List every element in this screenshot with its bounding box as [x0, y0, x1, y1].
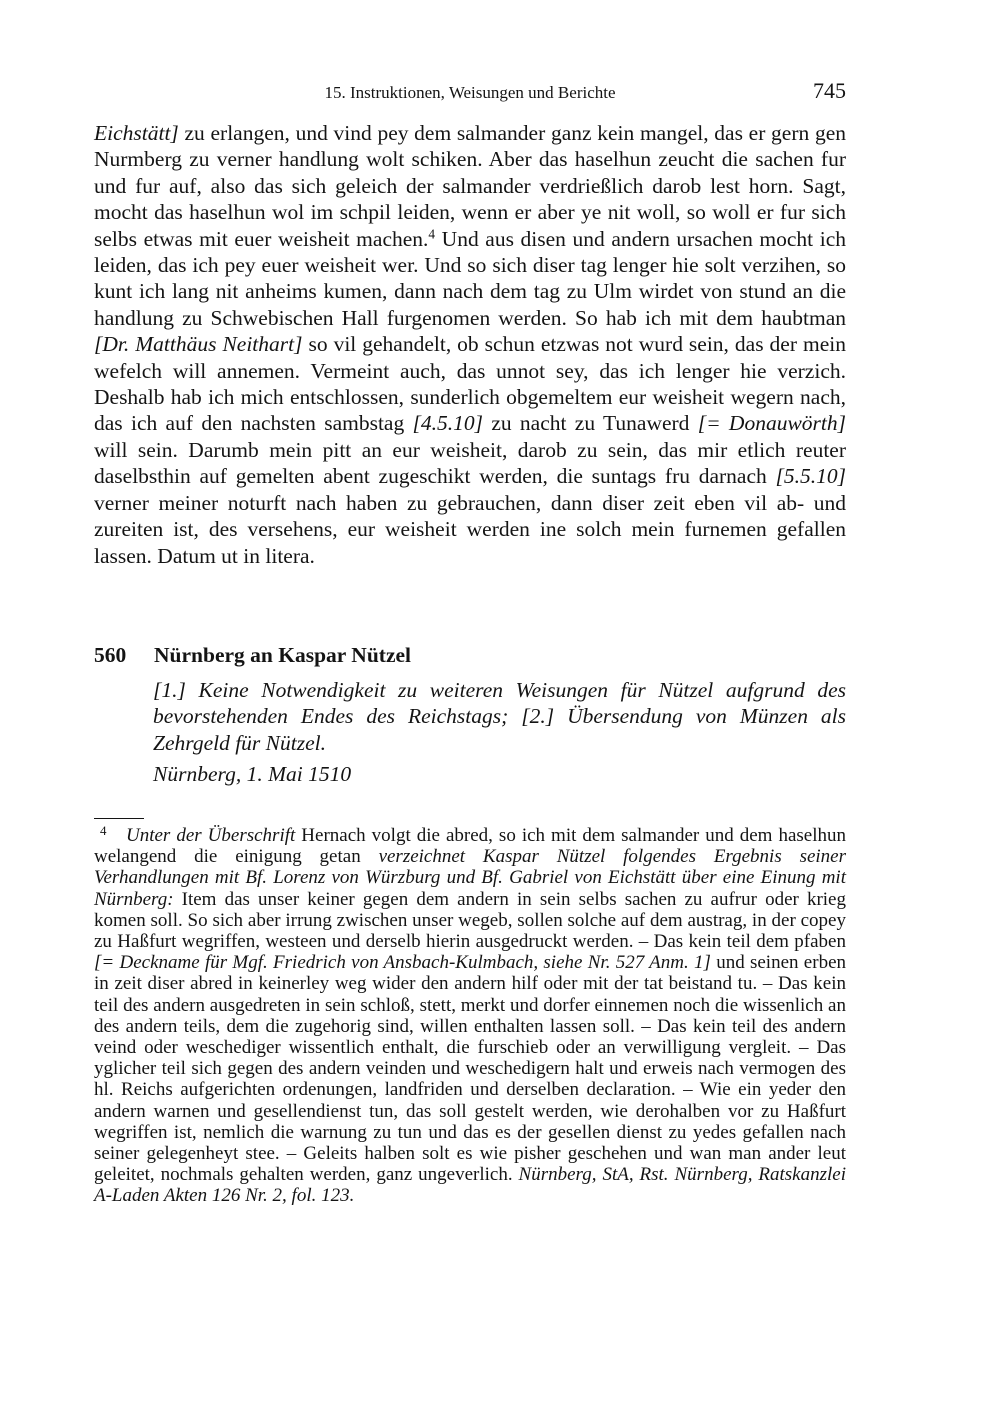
letter-text: will sein. Darumb mein pitt an eur weisheit, darob zu sein, das mir etlich reuter daselbsthin auf gemelten abent zugeschikt werden, die suntags fru darnach — [94, 437, 846, 489]
letter-text: zu nacht zu Tunawerd — [483, 411, 698, 436]
archival-source: Nürnberg, StA, Rst. Nürnberg, Ratskanzlei A-Laden Akten 126 Nr. 2, fol. 123. — [94, 1164, 847, 1207]
page-number: 745 — [813, 78, 846, 103]
footnote-text: Item das unser keiner gegen dem andern in sein selbs sachen zu aufrur oder krieg komen soll. So sich aber irrung zwischen unser wegeb, sollen solche auf dem austrag, in der copey zu Haßfurt wegriffen, westeen und derselb hierin ausgedruckt werden. – Das kein teil dem pfaben — [94, 888, 846, 953]
footnote-reference: 4 — [428, 226, 436, 242]
editorial-italic: Eichstätt] — [94, 121, 179, 145]
letter-body-text — [94, 120, 846, 569]
editorial-italic: verzeichnet Kaspar Nützel folgendes Ergebnis seiner Verhandlungen mit Bf. Lorenz von Würzburg und Bf. Gabriel von Eichstätt über eine Einung mit Nürnberg: — [94, 846, 846, 910]
letter-text: verner meiner noturft nach haben zu gebrauchen, dann diser zeit eben vil ab- und zureiten ist, des versehens, eur weisheit werden ine solch mein furnemen gefallen lassen. Datum ut in litera. — [94, 490, 846, 568]
editorial-italic: Unter der Überschrift — [126, 825, 296, 846]
document-regest: [1.] Keine Notwendigkeit zu weiteren Weisungen für Nützel aufgrund des bevorstehenden Endes des Reichstags; [2.] Übersendung von Münzen als Zehrgeld für Nützel. — [153, 678, 846, 755]
editorial-italic: [= Deckname für Mgf. Friedrich von Ansbach-Kulmbach, siehe Nr. 527 Anm. 1] — [94, 952, 711, 974]
letter-text: Und aus disen und andern ursachen mocht ich leiden, das ich pey euer weisheit wer. Und so sich diser tag lenger hie solt verzihen, so kunt ich lang nit anheims kumen, dann nach dem tag zu Ulm wirdet von stund an die handlung zu Schwebischen Hall furgenomen werden. So hab ich mit dem haubtman — [94, 226, 846, 330]
footnote-divider — [94, 818, 144, 819]
running-head-title: 15. Instruktionen, Weisungen und Berichte — [324, 83, 616, 102]
document-title: Nürnberg an Kaspar Nützel — [154, 643, 412, 667]
letter-text: so vil gehandelt, ob schun etzwas not wurd sein, das der mein wefelch will annemen. Vermeint auch, das unnot sey, das ich lenger hie verzich. Deshalb hab ich mich entschlossen, sunderlich obgemeltem eur weisheit wegern nach, das ich auf den nachsten sambstag — [94, 332, 846, 436]
editorial-italic: [4.5.10] — [412, 411, 484, 436]
editorial-italic: [= Donauwörth] — [697, 411, 846, 436]
footnote-text: Hernach volgt die abred, so ich mit dem salmander und dem haselhun welangend die einigung getan — [94, 825, 847, 868]
document-heading — [94, 641, 846, 669]
running-head — [94, 80, 846, 106]
document-date-place: Nürnberg, 1. Mai 1510 — [153, 762, 352, 786]
footnote-text: und seinen erben in zeit diser abred in keinerley weg wider den andern hilf oder mit der tat beistand tu. – Das kein teil des andern ausgedreten in sein schloß, stett, merkt und dorfer einnemen noch die wissenlich an des andern teils, dem die zugehorig sind, willen enthalten lassen soll. – Das kein teil des andern veind oder weschediger wissentlich enthalt, die furschieb oder an verwilligung vergleit. – Das yglicher teil sich gegen des andern veinden und weschedigern halt und erweis nach vermogen des hl. Reichs aufgerichten ordenungen, landfriden und derselben declaration. – Wie ein yeder den andern warnen und gesellendienst tun, das soll gestelt werden, wie derohalben vor zu Haßfurt wegriffen ist, nemlich die warnung zu tun und das es der gesellen dienst zu yedes gefallen nach seiner gelegenheyt stee. – Geleits halben solt es wie pisher geschehen und wan man ander leut geleitet, nochmals gehalten werden, ganz ungeverlich. — [94, 952, 846, 1186]
document-number: 560 — [94, 643, 127, 667]
editorial-italic: [Dr. Matthäus Neithart] — [94, 332, 303, 357]
footnote: 4 Unter der Überschrift Hernach volgt die abred, so ich mit dem salmander und dem haselhun welangend die einigung getan verzeichnet Kaspar Nützel folgendes Ergebnis seiner Verhandlungen mit Bf. Lorenz von Würzburg und Bf. Gabriel von Eichstätt über eine Einung mit Nürnberg: Item das unser keiner gegen dem andern in sein selbs sachen zu aufrur oder krieg komen soll. So sich aber irrung zwischen unser wegeb, sollen solche auf dem austrag, in der copey zu Haßfurt wegriffen, westeen und derselb hierin ausgedruckt werden. – Das kein teil dem pfaben [= Deckname für Mgf. Friedrich von Ansbach-Kulmbach, siehe Nr. 527 Anm. 1] und seinen erben in zeit diser abred in keinerley weg wider den andern hilf oder mit der tat beistand tu. – Das kein teil des andern ausgedreten in sein schloß, stett, merkt und dorfer einnemen noch die wissenlich an des andern teils, dem die zugehorig sind, willen enthalten lassen soll. – Das kein teil des andern veind oder weschediger wissentlich enthalt, die furschieb oder an verwilligung vergleit. – Das yglicher teil sich gegen des andern veinden und weschedigern halt und erweis nach vermogen des hl. Reichs aufgerichten ordenungen, landfriden und derselben declaration. – Wie ein yeder den andern warnen und gesellendienst tun, das soll gestelt werden, wie derohalben vor zu Haßfurt wegriffen ist, nemlich die warnung zu tun und das es der gesellen dienst zu yedes gefallen nach seiner gelegenheyt stee. – Geleits halben solt es wie pisher geschehen und wan man ander leut geleitet, nochmals gehalten werden, ganz ungeverlich. Nürnberg, StA, Rst. Nürnberg, Ratskanzlei A-Laden Akten 126 Nr. 2, fol. 123. — [94, 823, 847, 1207]
letter-text: zu erlangen, und vind pey dem salmander ganz kein mangel, das er gern gen Nurmberg zu verner handlung wolt schiken. Aber das haselhun zeucht die sachen fur und fur auf, also das sich geleich der salmander verdrießlich darob lest horn. Sagt, mocht das haselhun wol im schpil leiden, wenn er aber ye nit woll, so woll er fur sich selbs etwas mit euer weisheit machen. — [94, 121, 846, 251]
editorial-italic: [5.5.10] — [775, 464, 846, 489]
